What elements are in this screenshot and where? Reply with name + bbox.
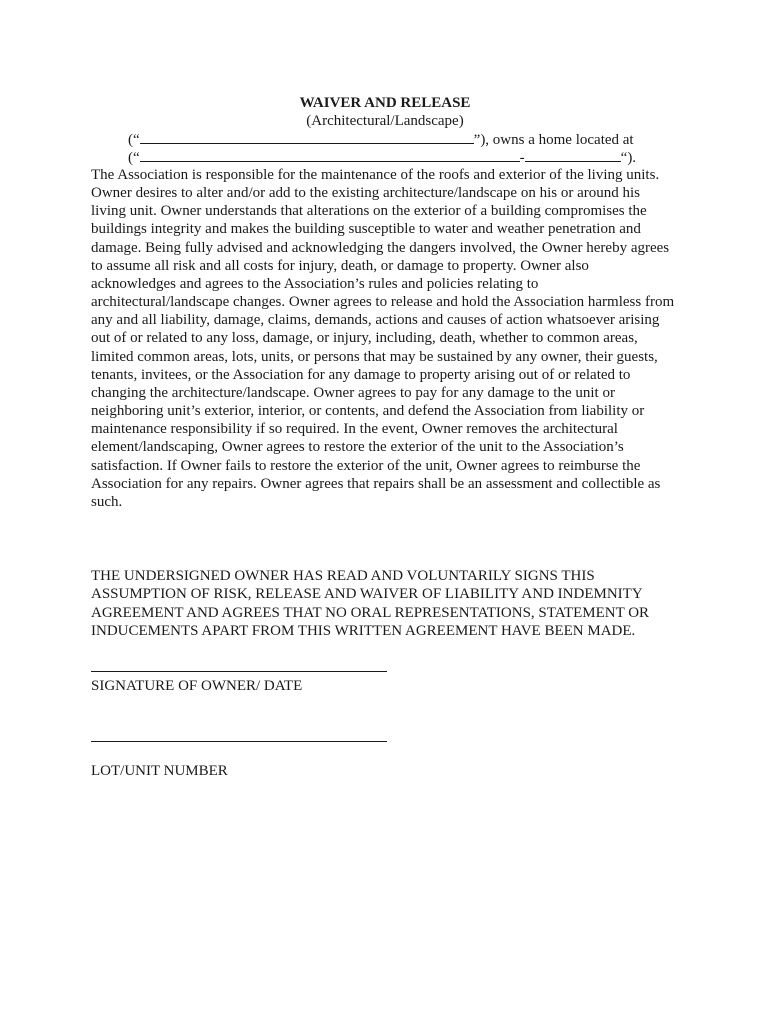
waiver-body-paragraph: The Association is responsible for the maintenance of the roofs and exterior of the living units. Owner desires to alter and/or add to the existing architecture/landscape on his or around his living unit. Owner understands that alterations on the exterior of a building compromises the buildings integrity and makes the building susceptible to water and weather penetration and damage. Being fully advised and acknowledging the dangers involved, the Owner hereby agrees to assume all risk and all costs for injury, death, or damage to property. Owner also acknowledges and agrees to the Association’s rules and policies relating to architectural/landscape changes. Owner agrees to release and hold the Association harmless from any and all liability, damage, claims, demands, actions and causes of action whatsoever arising out of or related to any loss, damage, or injury, including, death, whether to common areas, limited common areas, lots, units, or persons that may be sustained by any owner, their guests, tenants, invitees, or the Association for any damage to property arising out of or related to changing the architecture/landscape. Owner agrees to pay for any damage to the unit or neighboring unit’s exterior, interior, or contents, and defend the Association from liability or maintenance responsibility if so required. In the event, Owner removes the architectural element/landscaping, Owner agrees to restore the exterior of the unit to the Association’s satisfaction. If Owner fails to restore the exterior of the unit, Owner agrees to reimburse the Association for any repairs. Owner agrees that repairs shall be an assessment and collectible as such. [91,167,675,510]
document-title: WAIVER AND RELEASE [299,95,471,111]
lot-unit-line[interactable] [91,741,387,742]
signature-line[interactable] [91,671,387,672]
owner-line-text: ”), owns a home located at [473,132,634,148]
address-line [128,148,636,167]
owner-name-line [128,130,634,149]
address-unit-blank[interactable] [525,148,621,162]
owner-open-quote: (“ [128,132,140,148]
address-close-quote: “). [620,150,637,166]
document-subtitle: (Architectural/Landscape) [306,113,464,129]
address-street-blank[interactable] [140,148,520,162]
address-open-quote: (“ [128,150,140,166]
signature-label: SIGNATURE OF OWNER/ DATE [91,678,303,694]
acknowledgement-paragraph: THE UNDERSIGNED OWNER HAS READ AND VOLUNTARILY SIGNS THIS ASSUMPTION OF RISK, RELEASE AND WAIVER OF LIABILITY AND INDEMNITY AGREEMENT AND AGREES THAT NO ORAL REPRESENTATIONS, STATEMENT OR INDUCEMENTS APART FROM THIS WRITTEN AGREEMENT HAVE BEEN MADE. [91,568,650,639]
owner-name-blank[interactable] [140,130,474,144]
address-separator: - [519,150,525,166]
lot-unit-label: LOT/UNIT NUMBER [91,763,228,779]
